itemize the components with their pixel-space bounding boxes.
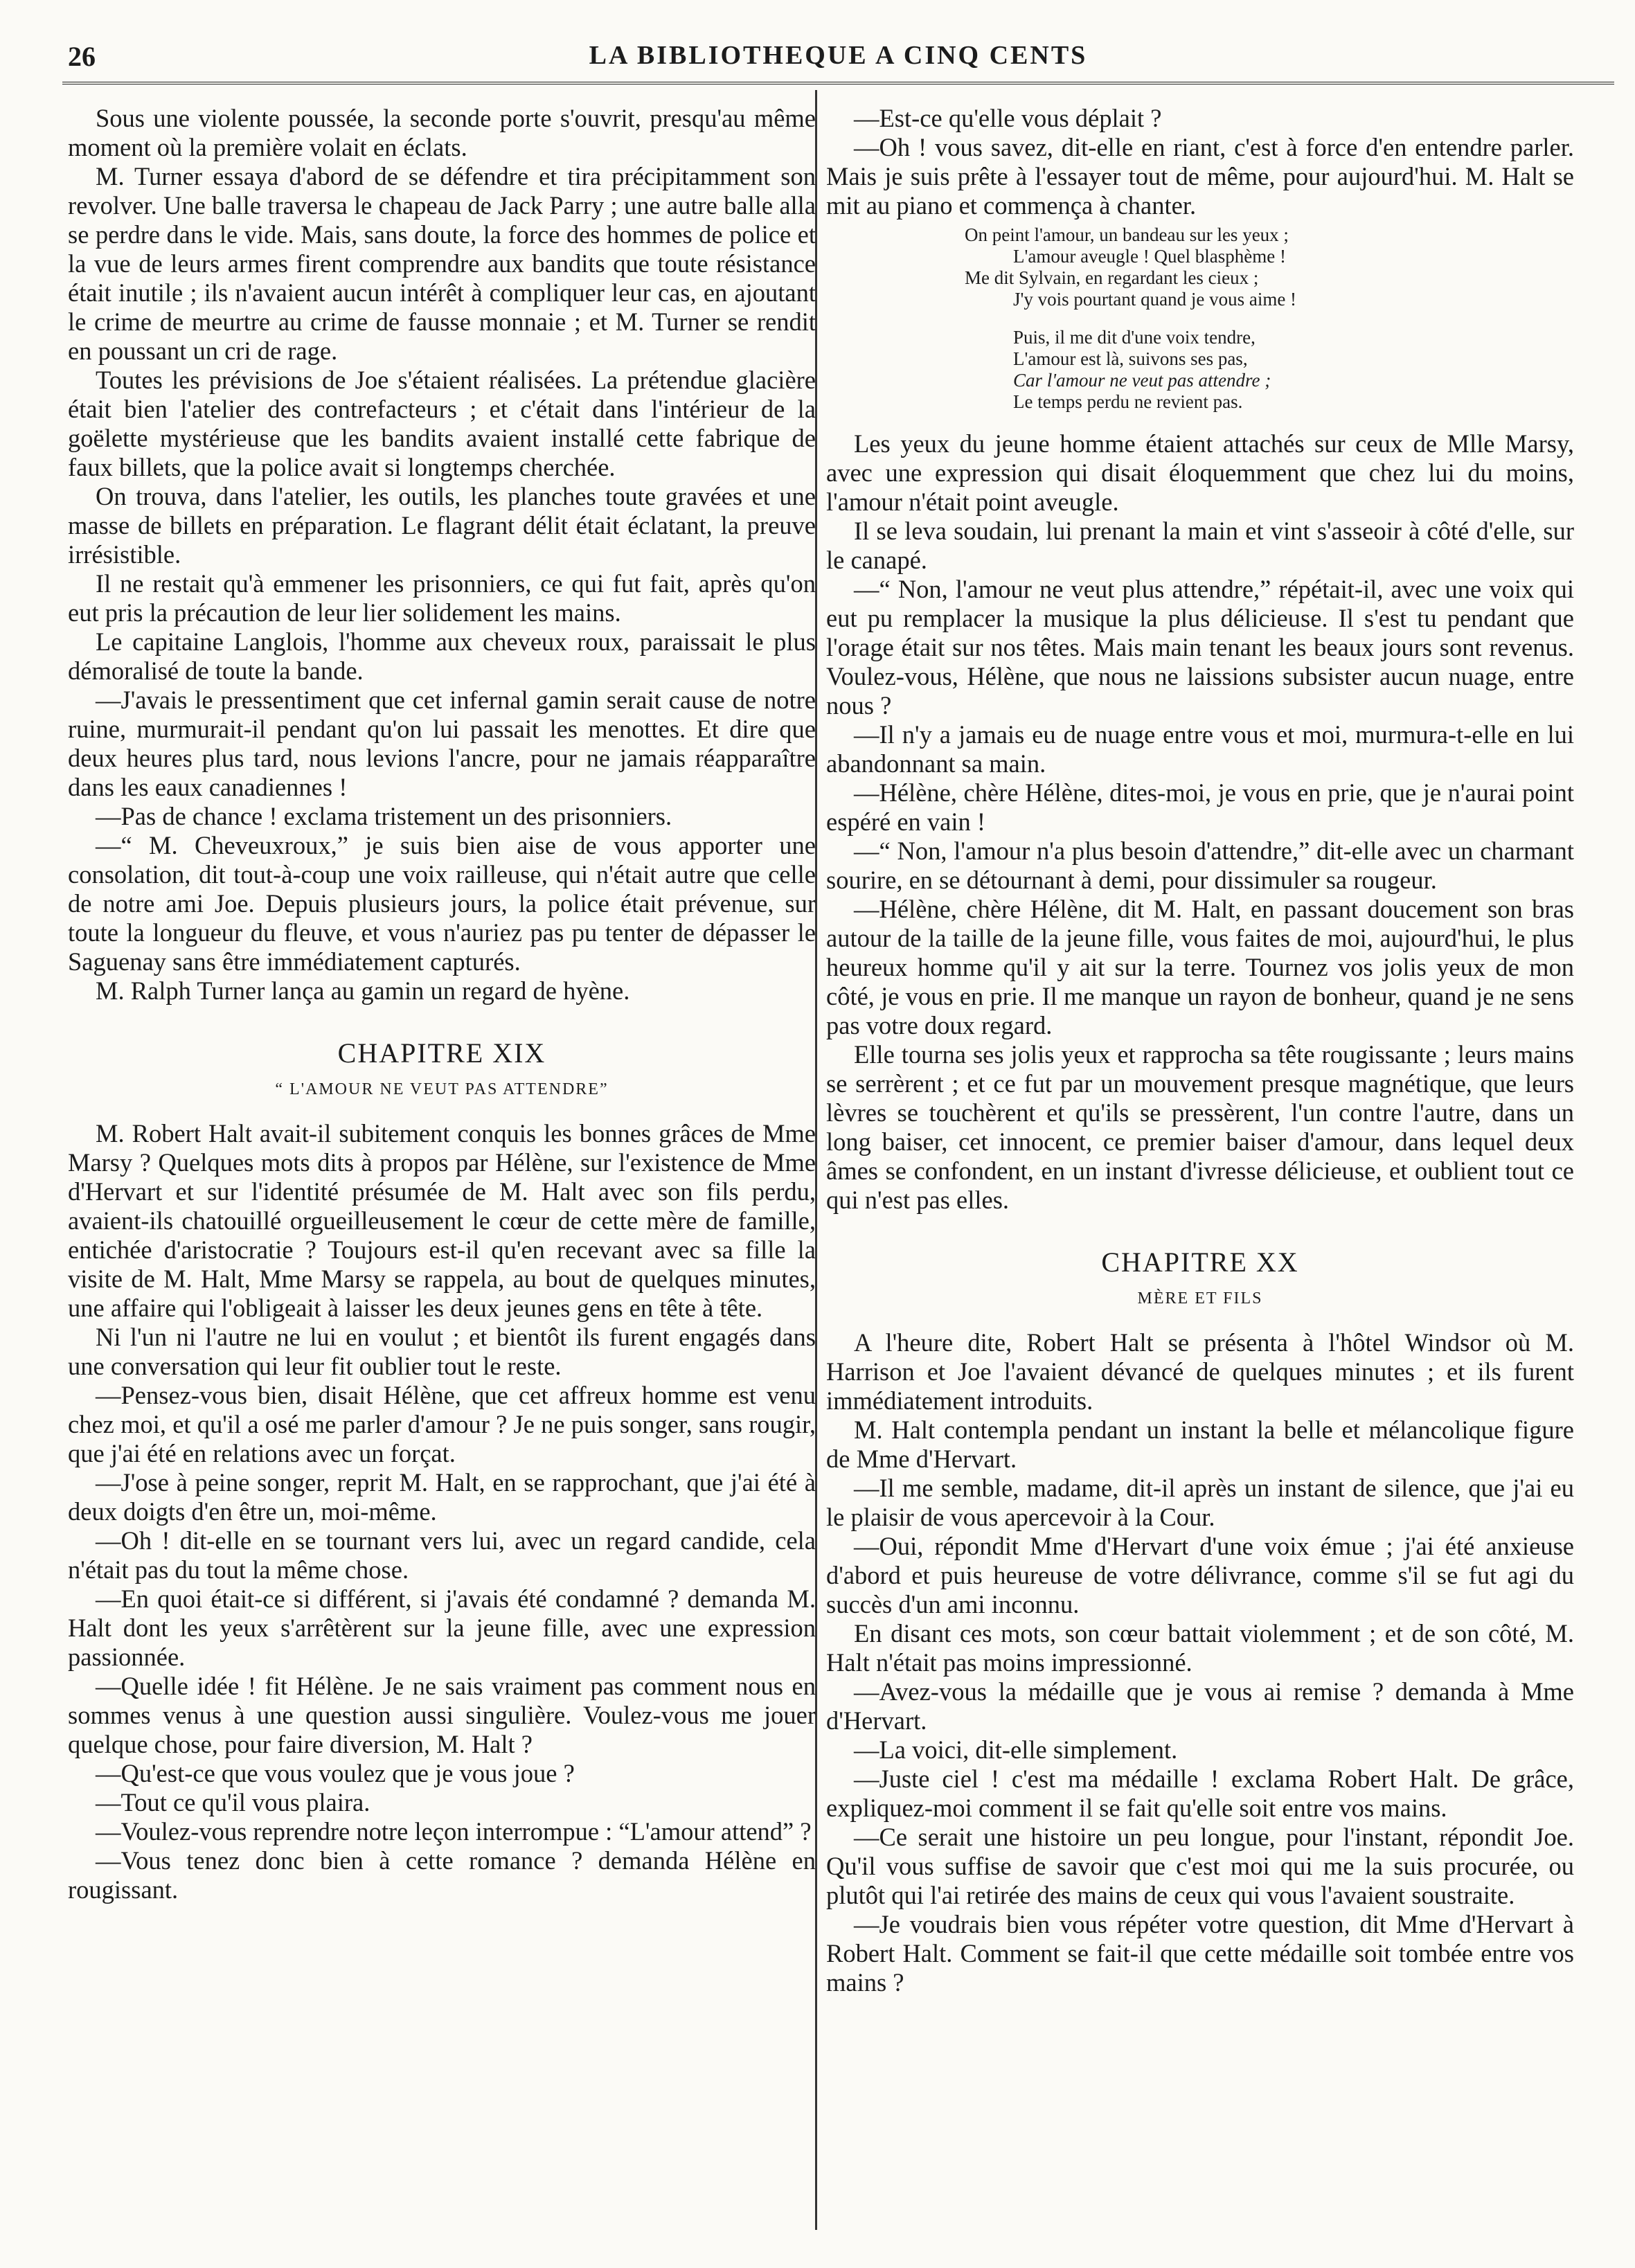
paragraph: —“ M. Cheveuxroux,” je suis bien aise de vous apporter une consolation, dit tout-à-coup une voix railleuse, qui n'était autre que celle de notre ami Joe. Depuis plusieurs jours, la police était prévenue, sur toute la longueur du fleuve, et vous n'auriez pas pu tenter de dépasser le Saguenay sans être immédiatement capturés. [68,831,816,976]
paragraph: —Hélène, chère Hélène, dites-moi, je vous en prie, que je n'aurai point espéré en vain ! [826,778,1574,836]
paragraph: —En quoi était-ce si différent, si j'avais été condamné ? demanda M. Halt dont les yeux s'arrêtèrent sur la jeune fille, avec une expression passionnée. [68,1584,816,1671]
paragraph: M. Ralph Turner lança au gamin un regard de hyène. [96,976,630,1005]
paragraph: —J'ose à peine songer, reprit M. Halt, en se rapprochant, que j'ai été à deux doigts d'en être un, moi-même. [68,1468,816,1526]
paragraph: —Oh ! dit-elle en se tournant vers lui, avec un regard candide, cela n'était pas du tout la même chose. [68,1526,816,1584]
verse-stanza [965,327,1574,413]
paragraph: —Pas de chance ! exclama tristement un des prisonniers. [96,802,672,830]
paragraph: —Oui, répondit Mme d'Hervart d'une voix émue ; j'ai été anxieuse d'abord et puis heureuse de votre délivrance, comme s'il se fut agi du succès d'un ami inconnu. [826,1532,1574,1618]
paragraph: Sous une violente poussée, la seconde porte s'ouvrit, presqu'au même moment où la première volait en éclats. [68,104,816,161]
verse-line: L'amour aveugle ! Quel blasphème ! [1013,246,1286,267]
paragraph: M. Turner essaya d'abord de se défendre et tira précipitamment son revolver. Une balle traversa le chapeau de Jack Parry ; une autre balle alla se perdre dans le vide. Mais, sans doute, la force des hommes de police et la vue de leurs armes firent comprendre aux bandits que toute résistance était inutile ; ils n'avaient aucun intérêt à compliquer leur cas, en ajoutant le crime de meurtre au crime de fausse monnaie ; et M. Turner se rendit en poussant un cri de rage. [68,162,816,365]
page-number: 26 [68,41,96,72]
right-column [826,104,1574,2237]
paragraph: —Hélène, chère Hélène, dit M. Halt, en passant doucement son bras autour de la taille de la jeune fille, vous faites de moi, aujourd'hui, le plus heureux homme qu'il y ait sur la terre. Tournez vos jolis yeux de mon côté, je vous en prie. Il me manque un rayon de bonheur, quand je ne sens pas votre doux regard. [826,895,1574,1039]
paragraph: —J'avais le pressentiment que cet infernal gamin serait cause de notre ruine, murmurait-il pendant qu'on lui passait les menottes. Et dire que deux heures plus tard, nous levions l'ancre, pour ne jamais réapparaître dans les eaux canadiennes ! [68,686,816,801]
left-column [68,104,816,2237]
chapter-title: CHAPITRE XIX [337,1037,546,1069]
verse-stanza [965,224,1574,310]
paragraph: Le capitaine Langlois, l'homme aux cheveux roux, paraissait le plus démoralisé de toute la bande. [68,627,816,685]
paragraph: —Je voudrais bien vous répéter votre question, dit Mme d'Hervart à Robert Halt. Comment se fait-il que cette médaille soit tombée entre vos mains ? [826,1910,1574,1997]
paragraph: On trouva, dans l'atelier, les outils, les planches toute gravées et une masse de billets en préparation. Le flagrant délit était éclatant, la preuve irrésistible. [68,482,816,569]
paragraph: —Quelle idée ! fit Hélène. Je ne sais vraiment pas comment nous en sommes venus à une question aussi singulière. Voulez-vous me jouer quelque chose, pour faire diversion, M. Halt ? [68,1672,816,1758]
paragraph: —Tout ce qu'il vous plaira. [96,1788,370,1816]
header-rule [62,82,1614,84]
paragraph: —Juste ciel ! c'est ma médaille ! exclama Robert Halt. De grâce, expliquez-moi comment il se fait qu'elle soit entre vos mains. [826,1765,1574,1822]
paragraph: —Qu'est-ce que vous voulez que je vous joue ? [96,1759,575,1787]
paragraph: —Oh ! vous savez, dit-elle en riant, c'est à force d'en entendre parler. Mais je suis prête à l'essayer tout de même, pour aujourd'hui. M. Halt se mit au piano et commença à chanter. [826,133,1574,220]
chapter-subtitle: “ L'AMOUR NE VEUT PAS ATTENDRE” [275,1080,609,1098]
paragraph: Il se leva soudain, lui prenant la main et vint s'asseoir à côté d'elle, sur le canapé. [826,517,1574,574]
chapter-title: CHAPITRE XX [1101,1247,1299,1278]
paragraph: Les yeux du jeune homme étaient attachés sur ceux de Mlle Marsy, avec une expression qui disait éloquemment que chez lui du moins, l'amour n'était point aveugle. [826,429,1574,516]
verse-line: Me dit Sylvain, en regardant les cieux ; [965,267,1259,288]
chapter-subtitle: MÈRE ET FILS [1137,1289,1263,1307]
paragraph: —Il n'y a jamais eu de nuage entre vous et moi, murmura-t-elle en lui abandonnant sa main. [826,720,1574,778]
paragraph: M. Halt contempla pendant un instant la belle et mélancolique figure de Mme d'Hervart. [826,1416,1574,1473]
verse-line: Le temps perdu ne revient pas. [1013,391,1243,412]
paragraph: Elle tourna ses jolis yeux et rapprocha sa tête rougissante ; leurs mains se serrèrent ; et ce fut par un mouvement presque magnétique, que leurs lèvres se touchèrent et qu'ils se pressèrent, l'un contre l'autre, dans un long baiser, cet innocent, ce premier baiser d'amour, dans lequel deux âmes se confondent, en un instant d'ivresse délicieuse, et oublient tout ce qui n'est pas elles. [826,1040,1574,1214]
running-title: LA BIBLIOTHEQUE A CINQ CENTS [589,41,1088,70]
paragraph: —Pensez-vous bien, disait Hélène, que cet affreux homme est venu chez moi, et qu'il a osé me parler d'amour ? Je ne puis songer, sans rougir, que j'ai été en relations avec un forçat. [68,1381,816,1467]
paragraph: M. Robert Halt avait-il subitement conquis les bonnes grâces de Mme Marsy ? Quelques mots dits à propos par Hélène, sur l'existence de Mme d'Hervart et sur l'identité présumée de M. Halt avec son fils perdu, avaient-ils chatouillé orgueilleusement le cœur de cette mère de famille, entichée d'aristocratie ? Toujours est-il qu'en recevant avec sa fille la visite de M. Halt, Mme Marsy se rappela, au bout de quelques minutes, une affaire qui l'obligeait à laisser les deux jeunes gens en tête à tête. [68,1119,816,1322]
paragraph: —“ Non, l'amour ne veut plus attendre,” répétait-il, avec une voix qui eut pu remplacer la musique la plus délicieuse. Il s'est tu pendant que l'orage était sur nos têtes. Mais main tenant les beaux jours sont revenus. Voulez-vous, Hélène, que nous ne laissions subsister aucun nuage, entre nous ? [826,575,1574,720]
verse-line: J'y vois pourtant quand je vous aime ! [1013,289,1297,310]
paragraph: —“ Non, l'amour n'a plus besoin d'attendre,” dit-elle avec un charmant sourire, en se détournant à demi, pour dissimuler sa rougeur. [826,837,1574,894]
paragraph: —Ce serait une histoire un peu longue, pour l'instant, répondit Joe. Qu'il vous suffise de savoir que c'est moi qui me la suis procurée, ou plutôt qui l'ai retirée des mains de ceux qui vous l'avaient soustraite. [826,1823,1574,1909]
page-header [62,40,1614,82]
paragraph: —La voici, dit-elle simplement. [854,1735,1178,1764]
paragraph: Toutes les prévisions de Joe s'étaient réalisées. La prétendue glacière était bien l'atelier des contrefacteurs ; et c'était dans l'intérieur de la goëlette mystérieuse que les bandits avaient installé cette fabrique de faux billets, que la police avait si longtemps cherchée. [68,366,816,481]
verse-line: Car l'amour ne veut pas attendre ; [1013,370,1271,391]
paragraph: —Avez-vous la médaille que je vous ai remise ? demanda à Mme d'Hervart. [826,1677,1574,1735]
paragraph: A l'heure dite, Robert Halt se présenta à l'hôtel Windsor où M. Harrison et Joe l'avaient dévancé de quelques minutes ; et ils furent immédiatement introduits. [826,1328,1574,1415]
paragraph: —Vous tenez donc bien à cette romance ? demanda Hélène en rougissant. [68,1846,816,1904]
verse-line: On peint l'amour, un bandeau sur les yeux ; [965,224,1289,245]
verse-line: L'amour est là, suivons ses pas, [1013,348,1248,369]
song-verse [826,224,1574,413]
paragraph: Ni l'un ni l'autre ne lui en voulut ; et bientôt ils furent engagés dans une conversation qui leur fit oublier tout le reste. [68,1323,816,1380]
paragraph: Il ne restait qu'à emmener les prisonniers, ce qui fut fait, après qu'on eut pris la précaution de leur lier solidement les mains. [68,569,816,627]
paragraph: —Il me semble, madame, dit-il après un instant de silence, que j'ai eu le plaisir de vous apercevoir à la Cour. [826,1474,1574,1531]
paragraph: En disant ces mots, son cœur battait violemment ; et de son côté, M. Halt n'était pas moins impressionné. [826,1619,1574,1677]
verse-line: Puis, il me dit d'une voix tendre, [1013,327,1256,348]
paragraph: —Voulez-vous reprendre notre leçon interrompue : “L'amour attend” ? [96,1817,812,1846]
paragraph: —Est-ce qu'elle vous déplait ? [854,104,1162,132]
